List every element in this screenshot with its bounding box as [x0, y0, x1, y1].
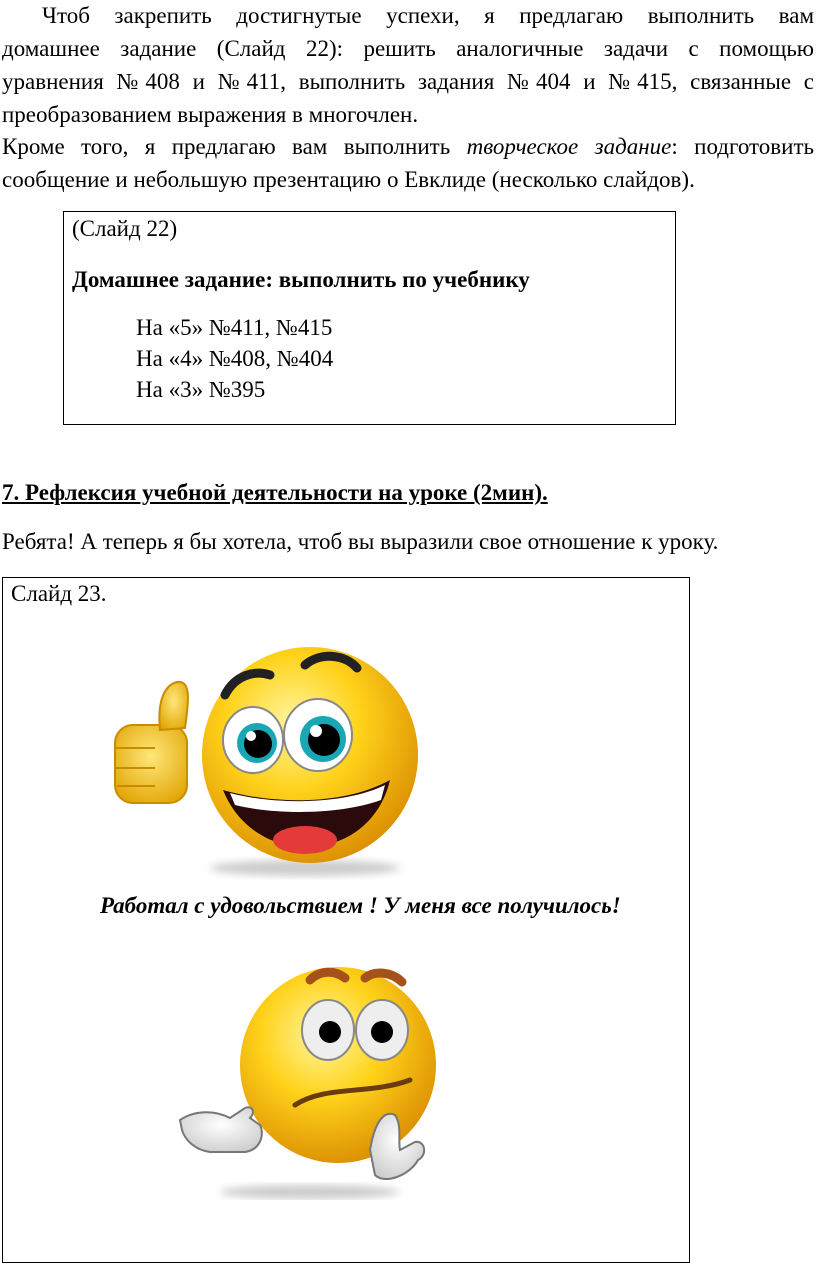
creative-line-1	[2, 131, 814, 164]
creative-text-end: : подготовить	[671, 134, 815, 159]
happy-caption: Работал с удовольствием ! У меня все получилось!	[100, 893, 621, 918]
intro-line-4: преобразованием выражения в многочлен.	[2, 102, 419, 127]
slide-23-label: Слайд 23.	[11, 581, 107, 606]
intro-line-2: домашнее задание (Слайд 22): решить аналогичные задачи с помощью	[2, 36, 814, 61]
happy-thumbs-up-smiley-icon	[105, 640, 435, 880]
grade-5-task: На «5» №411, №415	[136, 315, 333, 340]
section-7-text: Ребята! А теперь я бы хотела, чтоб вы выразили свое отношение к уроку.	[2, 529, 719, 554]
grade-4-task: На «4» №408, №404	[136, 346, 334, 371]
creative-text-start: Кроме того, я предлагаю вам выполнить	[2, 134, 451, 159]
intro-line-1: Чтоб закрепить достигнутые успехи, я предлагаю выполнить вам	[42, 3, 814, 28]
grade-3-task: На «3» №395	[136, 377, 266, 402]
intro-line-3: уравнения №408 и №411, выполнить задания №404 и №415, связанные с	[2, 69, 814, 94]
creative-task-emphasis: творческое задание	[466, 134, 672, 159]
slide-22-label: (Слайд 22)	[72, 216, 178, 241]
homework-title: Домашнее задание: выполнить по учебнику	[72, 267, 530, 292]
creative-line-2: сообщение и небольшую презентацию о Евклиде (несколько слайдов).	[2, 167, 695, 192]
slide-22-box	[63, 211, 676, 425]
thinking-smiley-icon	[170, 960, 460, 1200]
section-7-heading: 7. Рефлексия учебной деятельности на уроке (2мин).	[2, 480, 548, 505]
